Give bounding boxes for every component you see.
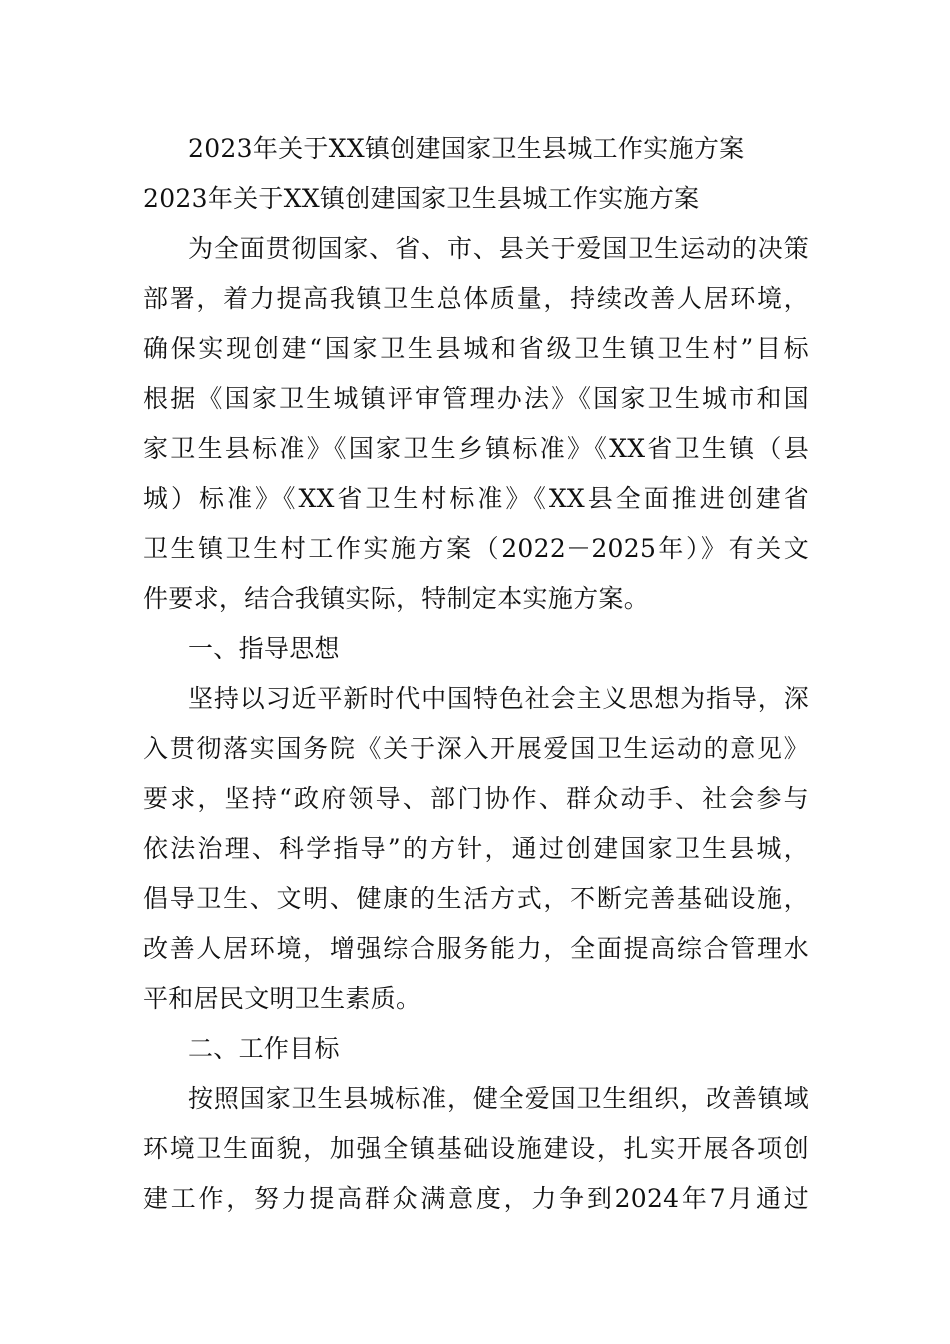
section2-paragraph-line: 按照国家卫生县城标准，健全爱国卫生组织，改善镇域 (188, 1084, 809, 1113)
section1-paragraph-line: 平和居民文明卫生素质。 (143, 984, 422, 1013)
section2-paragraph-line: 建工作，努力提高群众满意度，力争到2024年7月通过 (143, 1184, 809, 1213)
document-title: 2023年关于XX镇创建国家卫生县城工作实施方案 (188, 134, 745, 163)
intro-paragraph-line: 根据《国家卫生城镇评审管理办法》《国家卫生城市和国 (143, 384, 809, 413)
intro-paragraph-line: 为全面贯彻国家、省、市、县关于爱国卫生运动的决策 (188, 234, 809, 263)
intro-paragraph-line: 城）标准》《XX省卫生村标准》《XX县全面推进创建省 (143, 484, 809, 513)
section2-paragraph-line: 环境卫生面貌，加强全镇基础设施建设，扎实开展各项创 (143, 1134, 809, 1163)
section1-paragraph-line: 入贯彻落实国务院《关于深入开展爱国卫生运动的意见》 (143, 734, 809, 763)
intro-paragraph-line: 确保实现创建“国家卫生县城和省级卫生镇卫生村”目标 (143, 334, 809, 363)
document-body (143, 124, 809, 1224)
section1-paragraph-line: 改善人居环境，增强综合服务能力，全面提高综合管理水 (143, 934, 809, 963)
document-subtitle: 2023年关于XX镇创建国家卫生县城工作实施方案 (143, 184, 700, 213)
intro-paragraph-line: 件要求，结合我镇实际，特制定本实施方案。 (143, 584, 650, 613)
section1-paragraph-line: 要求，坚持“政府领导、部门协作、群众动手、社会参与 (143, 784, 809, 813)
section-heading-work-goals: 二、工作目标 (188, 1034, 340, 1063)
section1-paragraph-line: 倡导卫生、文明、健康的生活方式，不断完善基础设施， (143, 884, 809, 913)
section1-paragraph-line: 坚持以习近平新时代中国特色社会主义思想为指导，深 (188, 684, 809, 713)
intro-paragraph-line: 卫生镇卫生村工作实施方案（2022－2025年）》有关文 (143, 534, 809, 563)
section1-paragraph-line: 依法治理、科学指导”的方针，通过创建国家卫生县城， (143, 834, 809, 863)
section-heading-guiding-ideology: 一、指导思想 (188, 634, 340, 663)
intro-paragraph-line: 家卫生县标准》《国家卫生乡镇标准》《XX省卫生镇（县 (143, 434, 809, 463)
intro-paragraph-line: 部署，着力提高我镇卫生总体质量，持续改善人居环境， (143, 284, 809, 313)
